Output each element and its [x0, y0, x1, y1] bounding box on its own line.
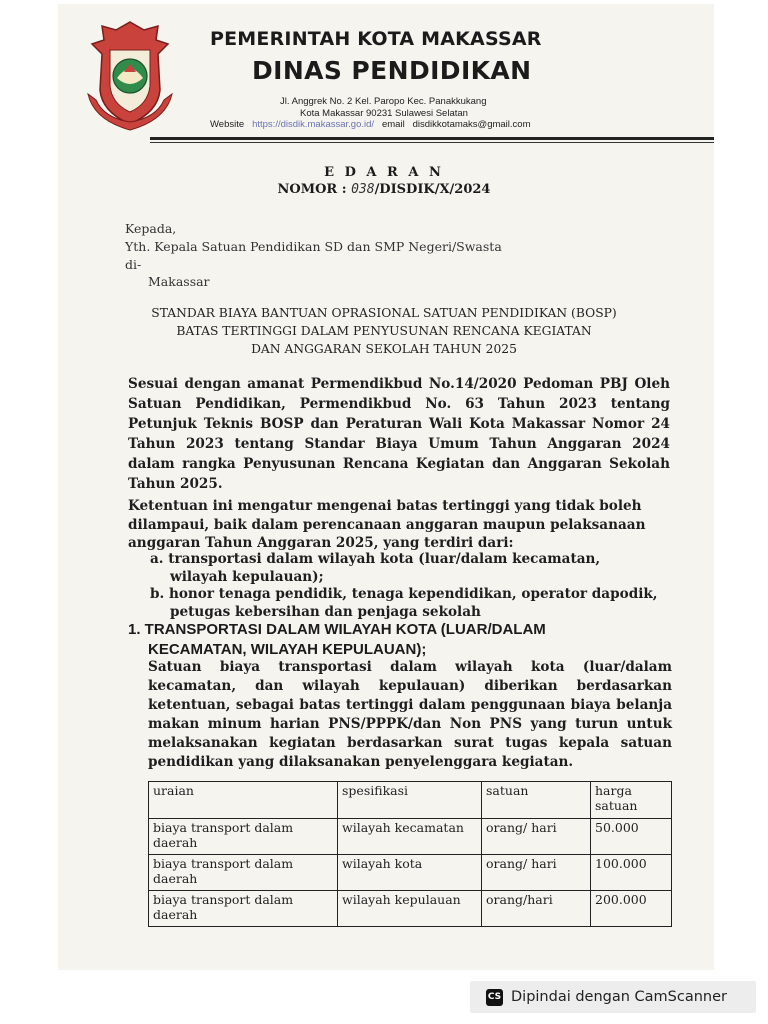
cell-harga: 200.000	[591, 891, 672, 927]
email-address: disdikkotamaks@gmail.com	[412, 119, 531, 130]
subject-line-1: STANDAR BIAYA BANTUAN OPRASIONAL SATUAN PENDIDIKAN (BOSP)	[151, 306, 617, 320]
letter-type: E D A R A N	[324, 165, 444, 180]
address-line-2: Kota Makassar 90231 Sulawesi Selatan	[300, 108, 468, 119]
paragraph2-line-3: anggaran Tahun Anggaran 2025, yang terdiri dari:	[128, 535, 514, 551]
cell-uraian: biaya transport dalam daerah	[149, 855, 338, 891]
recipient-city: Makassar	[148, 274, 210, 289]
camscanner-label: Dipindai dengan CamScanner	[511, 989, 728, 1005]
recipient-name: Yth. Kepala Satuan Pendidikan SD dan SMP Negeri/Swasta	[125, 239, 502, 254]
header-harga-satuan: harga satuan	[591, 782, 672, 819]
subject-line-3: DAN ANGGARAN SEKOLAH TAHUN 2025	[251, 342, 517, 356]
table-row	[149, 855, 672, 891]
opening-paragraph: Sesuai dengan amanat Permendikbud No.14/2020 Pedoman PBJ Oleh Satuan Pendidikan, Permendikbud No. 63 Tahun 2023 tentang Petunjuk Teknis BOSP dan Peraturan Wali Kota Makassar Nomor 24 Tahun 2023 tentang Standar Biaya Umum Tahun Anggaran 2024 dalam rangka Penyusunan Rencana Kegiatan dan Anggaran Sekolah Tahun 2025.	[128, 376, 670, 492]
contact-line	[210, 119, 530, 130]
table-row	[149, 891, 672, 927]
cell-satuan: orang/hari	[482, 891, 591, 927]
list-item-b-line-2: petugas kebersihan dan penjaga sekolah	[170, 604, 481, 620]
website-link[interactable]: https://disdik.makassar.go.id/	[252, 119, 375, 130]
cell-spesifikasi: wilayah kepulauan	[338, 891, 482, 927]
letter-number	[0, 182, 768, 197]
subject-line-2: BATAS TERTINGGI DALAM PENYUSUNAN RENCANA KEGIATAN	[176, 324, 592, 338]
section-1-heading	[128, 620, 688, 660]
recipient-at: di-	[125, 257, 142, 272]
section-1-heading-line-2: KECAMATAN, WILAYAH KEPULAUAN);	[148, 641, 427, 658]
letterhead-rule-thick	[150, 137, 714, 140]
number-suffix: /DISDIK/X/2024	[374, 182, 491, 197]
list-item-a-line-2: wilayah kepulauan);	[170, 569, 324, 585]
cell-harga: 100.000	[591, 855, 672, 891]
header-spesifikasi: spesifikasi	[338, 782, 482, 819]
address-line-1: Jl. Anggrek No. 2 Kel. Paropo Kec. Panakkukang	[280, 96, 487, 107]
camscanner-logo-icon: CS	[486, 989, 503, 1006]
paragraph2-line-2: dilampaui, baik dalam perencanaan anggaran maupun pelaksanaan	[128, 517, 646, 533]
section-1-body: Satuan biaya transportasi dalam wilayah kota (luar/dalam kecamatan, dan wilayah kepulauan) diberikan berdasarkan ketentuan, sebagai batas tertinggi dalam penggunaan biaya belanja makan minum harian PNS/PPPK/dan Non PNS yang turun untuk melaksanakan kegiatan berdasarkan surat tugas kepala satuan pendidikan yang dilaksanakan penyelenggara kegiatan.	[148, 659, 672, 770]
number-prefix: NOMOR :	[277, 182, 352, 197]
letterhead-rule-thin	[150, 142, 714, 143]
cell-satuan: orang/ hari	[482, 855, 591, 891]
city-crest-logo	[84, 20, 176, 132]
table-header-row	[149, 782, 672, 819]
paragraph2-line-1: Ketentuan ini mengatur mengenai batas tertinggi yang tidak boleh	[128, 498, 642, 514]
cell-uraian: biaya transport dalam daerah	[149, 891, 338, 927]
header-uraian: uraian	[149, 782, 338, 819]
camscanner-watermark	[470, 981, 756, 1013]
website-label: Website	[210, 119, 245, 130]
handwritten-number: 038	[351, 182, 375, 197]
table-row	[149, 819, 672, 855]
header-satuan: satuan	[482, 782, 591, 819]
department-name: DINAS PENDIDIKAN	[252, 56, 532, 85]
list-item-a-line-1: a. transportasi dalam wilayah kota (luar/dalam kecamatan,	[150, 551, 601, 567]
government-name: PEMERINTAH KOTA MAKASSAR	[210, 28, 542, 50]
recipient-to: Kepada,	[125, 221, 177, 236]
cell-spesifikasi: wilayah kota	[338, 855, 482, 891]
transport-cost-table	[148, 781, 672, 927]
cell-harga: 50.000	[591, 819, 672, 855]
list-item-b-line-1: b. honor tenaga pendidik, tenaga kependidikan, operator dapodik,	[150, 586, 658, 602]
cell-spesifikasi: wilayah kecamatan	[338, 819, 482, 855]
email-label: email	[381, 119, 405, 130]
section-1-heading-line-1: 1. TRANSPORTASI DALAM WILAYAH KOTA (LUAR/DALAM	[128, 621, 546, 638]
cell-satuan: orang/ hari	[482, 819, 591, 855]
cell-uraian: biaya transport dalam daerah	[149, 819, 338, 855]
